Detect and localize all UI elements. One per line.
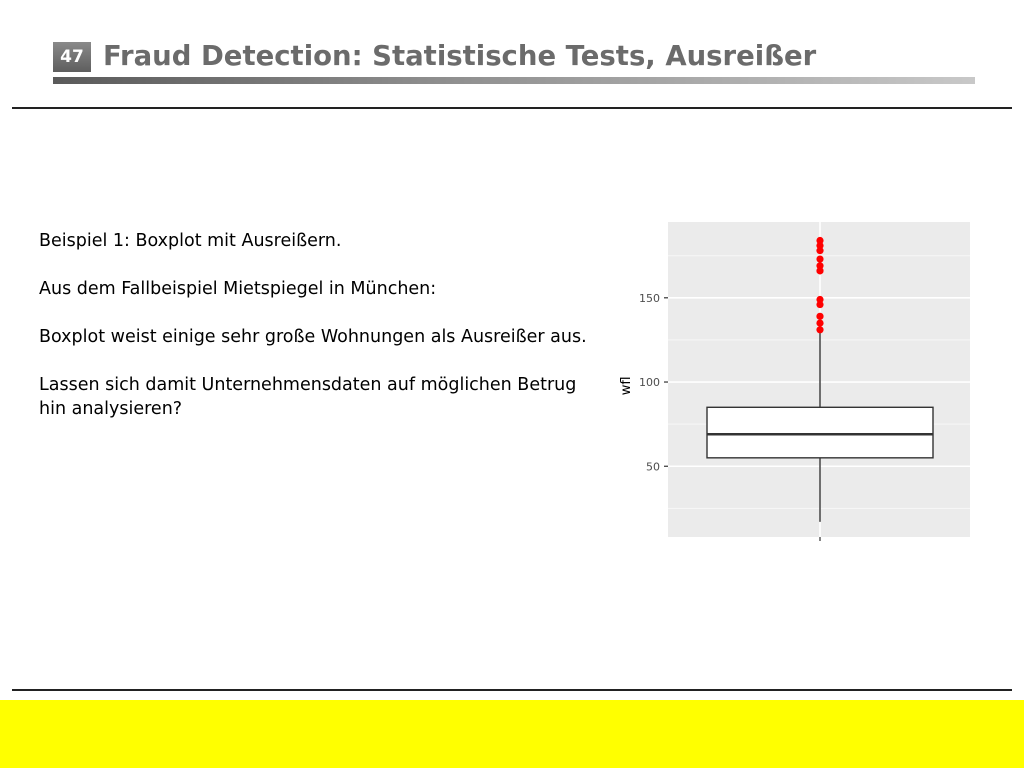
boxplot-chart: [600, 215, 980, 550]
footer-bar: [0, 700, 1024, 768]
title-underline-bar: [53, 77, 975, 84]
y-axis-label: wfl: [619, 376, 634, 396]
slide-number: 47: [60, 47, 84, 67]
y-tick-label: 50: [646, 460, 660, 474]
box-iqr: [707, 407, 933, 458]
outlier-point: [816, 319, 823, 326]
outlier-point: [816, 262, 823, 269]
bottom-divider: [12, 689, 1012, 691]
outlier-point: [816, 237, 823, 244]
paragraph-question: Lassen sich damit Unternehmensdaten auf möglichen Betrug hin analysieren?: [39, 375, 577, 419]
top-divider: [12, 107, 1012, 109]
paragraph-source: Aus dem Fallbeispiel Mietspiegel in München:: [39, 279, 437, 299]
y-tick-label: 150: [639, 291, 660, 305]
paragraph-example: Beispiel 1: Boxplot mit Ausreißern.: [39, 231, 342, 251]
y-tick-label: 100: [639, 376, 660, 390]
slide-title: Fraud Detection: Statistische Tests, Ausreißer: [103, 40, 817, 72]
outlier-point: [816, 326, 823, 333]
body-text: [39, 229, 599, 445]
paragraph-boxplot: Boxplot weist einige sehr große Wohnungen als Ausreißer aus.: [39, 327, 587, 347]
outlier-point: [816, 296, 823, 303]
outlier-point: [816, 255, 823, 262]
slide-number-badge: [53, 42, 91, 72]
outlier-point: [816, 313, 823, 320]
